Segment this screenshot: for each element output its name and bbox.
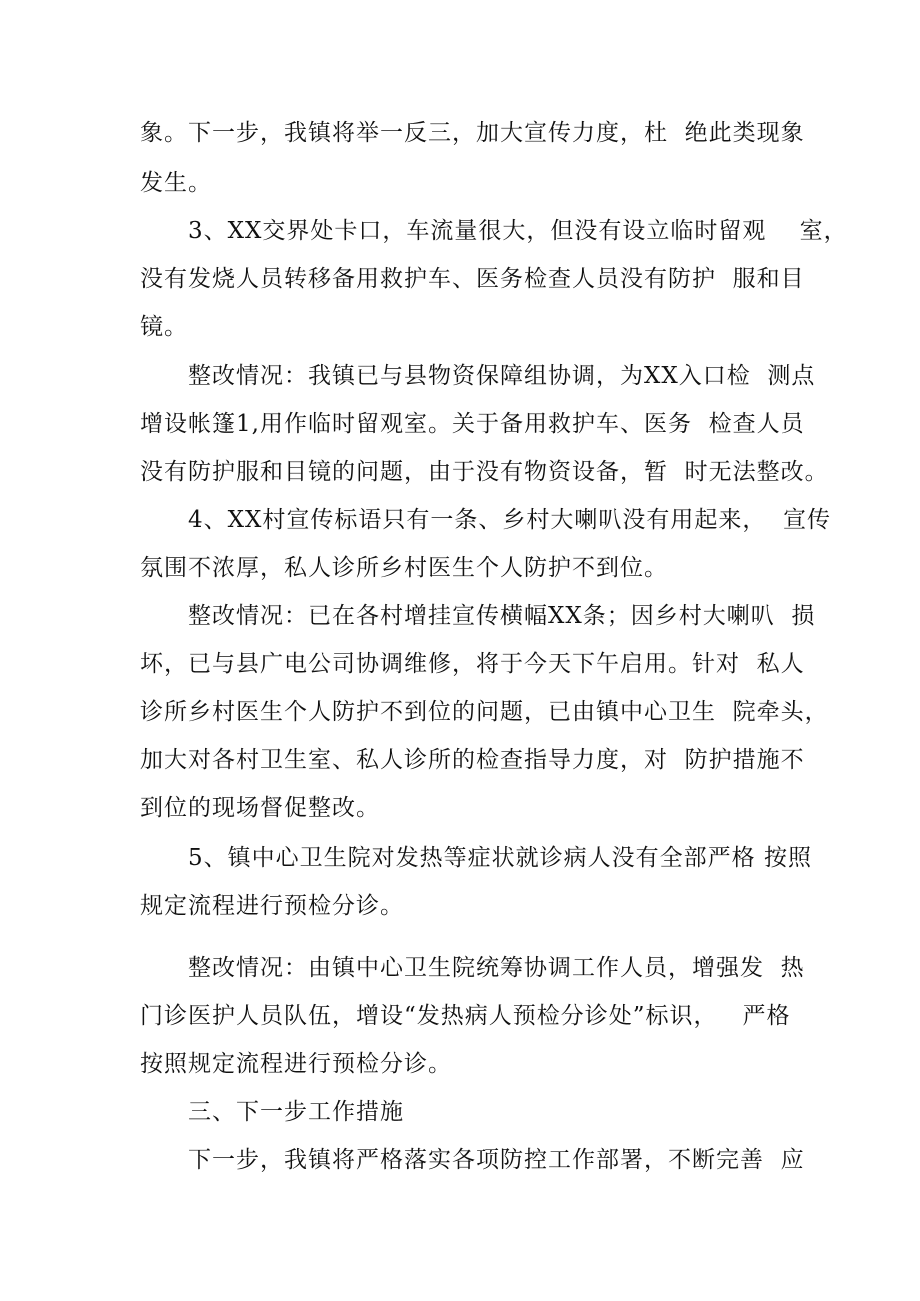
- text-line: 没有防护服和目镜的问题，由于没有物资设备，暂 时无法整改。: [140, 459, 829, 485]
- text-line: 坏，已与县广电公司协调维修，将于今天下午启用。针对 私人: [140, 651, 805, 677]
- text-line: 加大对各村卫生室、私人诊所的检查指导力度，对 防护措施不: [140, 747, 805, 773]
- text-line: 氛围不浓厚，私人诊所乡村医生个人防护不到位。: [140, 555, 668, 581]
- text-line: 整改情况：已在各村增挂宣传横幅XX条；因乡村大喇叭 损: [188, 603, 816, 629]
- text-line: 整改情况：我镇已与县物资保障组协调，为XX入口检 测点: [188, 363, 816, 389]
- text-line: 按照规定流程进行预检分诊。: [140, 1051, 452, 1077]
- text-line: 增设帐篷1,用作临时留观室。关于备用救护车、医务 检查人员: [140, 411, 805, 437]
- text-line: 门诊医护人员队伍，增设“发热病人预检分诊处”标识， 严格: [140, 1003, 791, 1029]
- text-line: 诊所乡村医生个人防护不到位的问题，已由镇中心卫生 院牵头，: [140, 699, 829, 725]
- text-line: 镜。: [140, 314, 188, 340]
- section-heading: 三、下一步工作措施: [188, 1099, 404, 1125]
- text-line: 下一步，我镇将严格落实各项防控工作部署，不断完善 应: [188, 1147, 805, 1173]
- text-line: 没有发烧人员转移备用救护车、医务检查人员没有防护 服和目: [140, 266, 805, 292]
- text-line: 到位的现场督促整改。: [140, 795, 380, 821]
- text-line: 象。下一步，我镇将举一反三，加大宣传力度，杜 绝此类现象: [140, 120, 805, 146]
- text-line: 4、XX村宣传标语只有一条、乡村大喇叭没有用起来， 宣传: [188, 507, 832, 533]
- text-line: 3、XX交界处卡口，车流量很大，但没有设立临时留观 室，: [188, 218, 848, 244]
- text-line: 规定流程进行预检分诊。: [140, 893, 404, 919]
- text-line: 整改情况：由镇中心卫生院统筹协调工作人员，增强发 热: [188, 955, 805, 981]
- text-line: 发生。: [140, 170, 212, 196]
- text-line: 5、镇中心卫生院对发热等症状就诊病人没有全部严格 按照: [188, 845, 812, 871]
